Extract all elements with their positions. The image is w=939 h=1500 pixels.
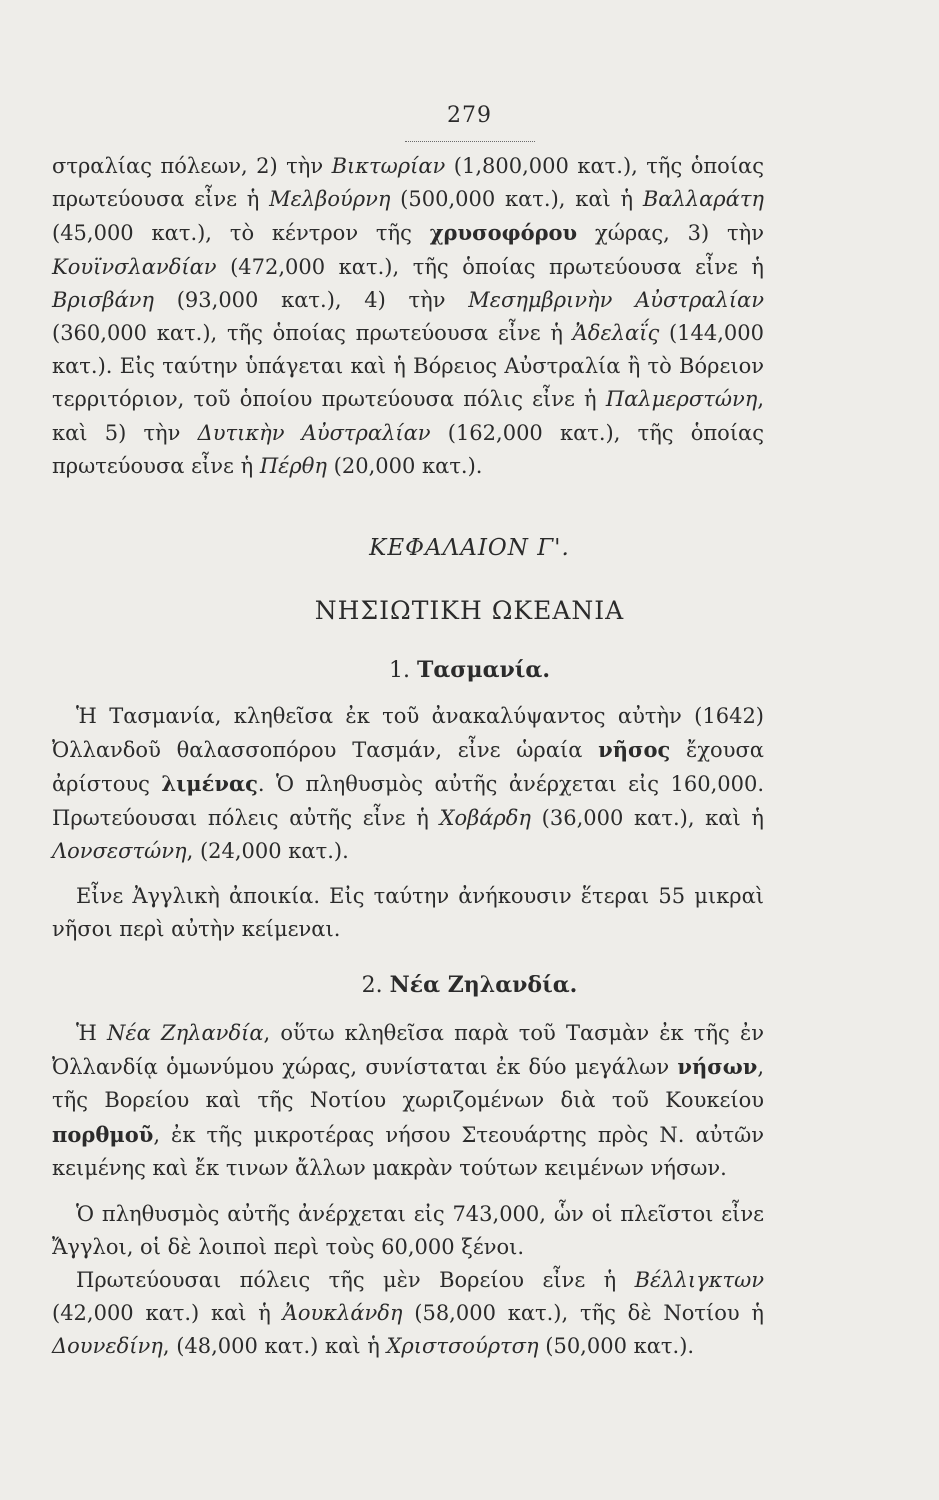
place-name: Μελβούρνη — [269, 187, 391, 212]
intro-text: , καὶ 5) τὴν — [52, 387, 764, 445]
place-name: Παλμερστώνη — [605, 387, 758, 412]
body-text: ἔχουσα ἀρίστους — [52, 738, 764, 797]
place-name: Ἀδελαΐς — [572, 321, 660, 346]
body-text: Εἶνε Ἀγγλικὴ ἀποικία. Εἰς ταύτην ἀνήκουσιν ἕτεραι 55 μικραὶ νῆσοι περὶ αὐτὴν κείμεναι. — [52, 884, 764, 942]
chapter-title: ΝΗΣΙΩΤΙΚΗ ΩΚΕΑΝΙΑ — [314, 596, 625, 625]
place-name: Χριστσούρτση — [386, 1334, 539, 1359]
body-text: Ἡ Τασμανία, κληθεῖσα ἐκ τοῦ ἀνακαλύψαντος αὐτὴν (1642) Ὀλλανδοῦ θαλασσοπόρου Τασμάν, εἶνε ὡραία — [52, 704, 764, 763]
emphasis-term: πορθμοῦ — [52, 1121, 154, 1147]
page-number-rule — [405, 141, 535, 142]
chapter-heading: ΚΕΦΑΛΑΙΟΝ Γ'. — [369, 535, 570, 561]
intro-text: (144,000 κατ.). Εἰς ταύτην ὑπάγεται καὶ ἡ Βόρειος Αὐστραλία ἢ τὸ Βόρειον τερριτόριον, τοῦ ὁποίου πρωτεύουσα πόλις εἶνε ἡ — [52, 321, 764, 412]
tasmania-paragraph-1 — [52, 700, 764, 868]
place-name: Βέλλιγκτων — [634, 1268, 764, 1292]
page-number: 279 — [447, 103, 492, 128]
intro-text: χώρας, 3) τὴν — [577, 221, 764, 246]
body-text: Πρωτεύουσαι πόλεις τῆς μὲν Βορείου εἶνε ἡ — [76, 1268, 635, 1292]
place-name: Βρισβάνη — [52, 287, 155, 312]
place-name: Μεσημβρινὴν Αὐστραλίαν — [468, 287, 764, 312]
place-name: Λονσεστώνη — [52, 838, 187, 863]
intro-text: (45,000 κατ.), τὸ κέντρον τῆς — [52, 221, 430, 246]
place-name: Πέρθη — [259, 453, 327, 478]
body-text: (58,000 κατ.), τῆς δὲ Νοτίου ἡ — [402, 1301, 764, 1326]
intro-text: (1,800,000 κατ.), τῆς ὁποίας πρωτεύουσα εἶνε ἡ — [52, 154, 765, 212]
intro-paragraph — [52, 150, 764, 483]
section-number: 2. — [361, 973, 383, 998]
body-text: , (48,000 κατ.) καὶ ἡ — [162, 1334, 387, 1359]
place-name: Δουνεδίνη — [52, 1334, 163, 1359]
intro-text: (20,000 κατ.). — [326, 453, 483, 478]
body-text: , οὕτω κληθεῖσα παρὰ τοῦ Τασμὰν ἐκ τῆς ἐν Ὀλλανδίᾳ ὁμωνύμου χώρας, συνίσταται ἐκ δύο μεγάλων — [52, 1021, 764, 1080]
place-name: Νέα Ζηλανδία — [107, 1021, 264, 1045]
place-name: Βικτωρίαν — [331, 154, 446, 178]
emphasis-term: λιμένας — [161, 771, 258, 797]
body-text: , τῆς Βορείου καὶ τῆς Νοτίου χωριζομένων διὰ τοῦ Κουκείου — [52, 1055, 764, 1113]
body-text: Ὁ πληθυσμὸς αὐτῆς ἀνέρχεται εἰς 743,000, ὧν οἱ πλεῖστοι εἶνε Ἄγγλοι, οἱ δὲ λοιποὶ περὶ τοὺς 60,000 ξένοι. — [52, 1202, 764, 1260]
body-text: . Ὁ πληθυσμὸς αὐτῆς ἀνέρχεται εἰς 160,000. Πρωτεύουσαι πόλεις αὐτῆς εἶνε ἡ — [52, 772, 765, 830]
body-text: (42,000 κατ.) καὶ ἡ — [52, 1301, 283, 1326]
section-title: Τασμανία. — [416, 657, 551, 683]
place-name: Χοβάρδη — [439, 805, 531, 830]
place-name: Ἀουκλάνδη — [282, 1301, 403, 1326]
emphasis-term: νήσων — [677, 1054, 758, 1080]
emphasis-term: νῆσος — [598, 737, 671, 763]
place-name: Δυτικὴν Αὐστραλίαν — [197, 420, 431, 445]
section-title: Νέα Ζηλανδία. — [389, 972, 578, 998]
section-heading-new-zealand — [0, 972, 939, 998]
new-zealand-paragraph-1 — [52, 1017, 764, 1185]
section-number: 1. — [388, 658, 410, 683]
intro-text: (93,000 κατ.), 4) τὴν — [154, 287, 469, 312]
new-zealand-paragraph-3 — [52, 1264, 764, 1364]
body-text: Ἡ — [76, 1021, 108, 1045]
place-name: Κουϊνσλανδίαν — [52, 254, 217, 279]
body-text: , (24,000 κατ.). — [186, 838, 349, 863]
emphasis-term: χρυσοφόρου — [429, 220, 578, 246]
body-text: (50,000 κατ.). — [538, 1334, 695, 1359]
body-text: (36,000 κατ.), καὶ ἡ — [531, 805, 764, 830]
section-heading-tasmania — [0, 657, 939, 683]
place-name: Βαλλαράτη — [642, 187, 765, 212]
intro-text: στραλίας πόλεων, 2) τὴν — [52, 154, 332, 178]
body-text: , ἐκ τῆς μικροτέρας νήσου Στεουάρτης πρὸς Ν. αὐτῶν κειμένης καὶ ἔκ τινων ἄλλων μακρὰν τούτων κειμένων νήσων. — [52, 1122, 764, 1180]
intro-text: (500,000 κατ.), καὶ ἡ — [390, 187, 643, 212]
new-zealand-paragraph-2 — [52, 1198, 764, 1264]
intro-text: (162,000 κατ.), τῆς ὁποίας πρωτεύουσα εἶνε ἡ — [52, 420, 764, 478]
intro-text: (472,000 κατ.), τῆς ὁποίας πρωτεύουσα εἶνε ἡ — [216, 254, 764, 279]
tasmania-paragraph-2 — [52, 880, 764, 946]
intro-text: (360,000 κατ.), τῆς ὁποίας πρωτεύουσα εἶνε ἡ — [52, 321, 573, 346]
